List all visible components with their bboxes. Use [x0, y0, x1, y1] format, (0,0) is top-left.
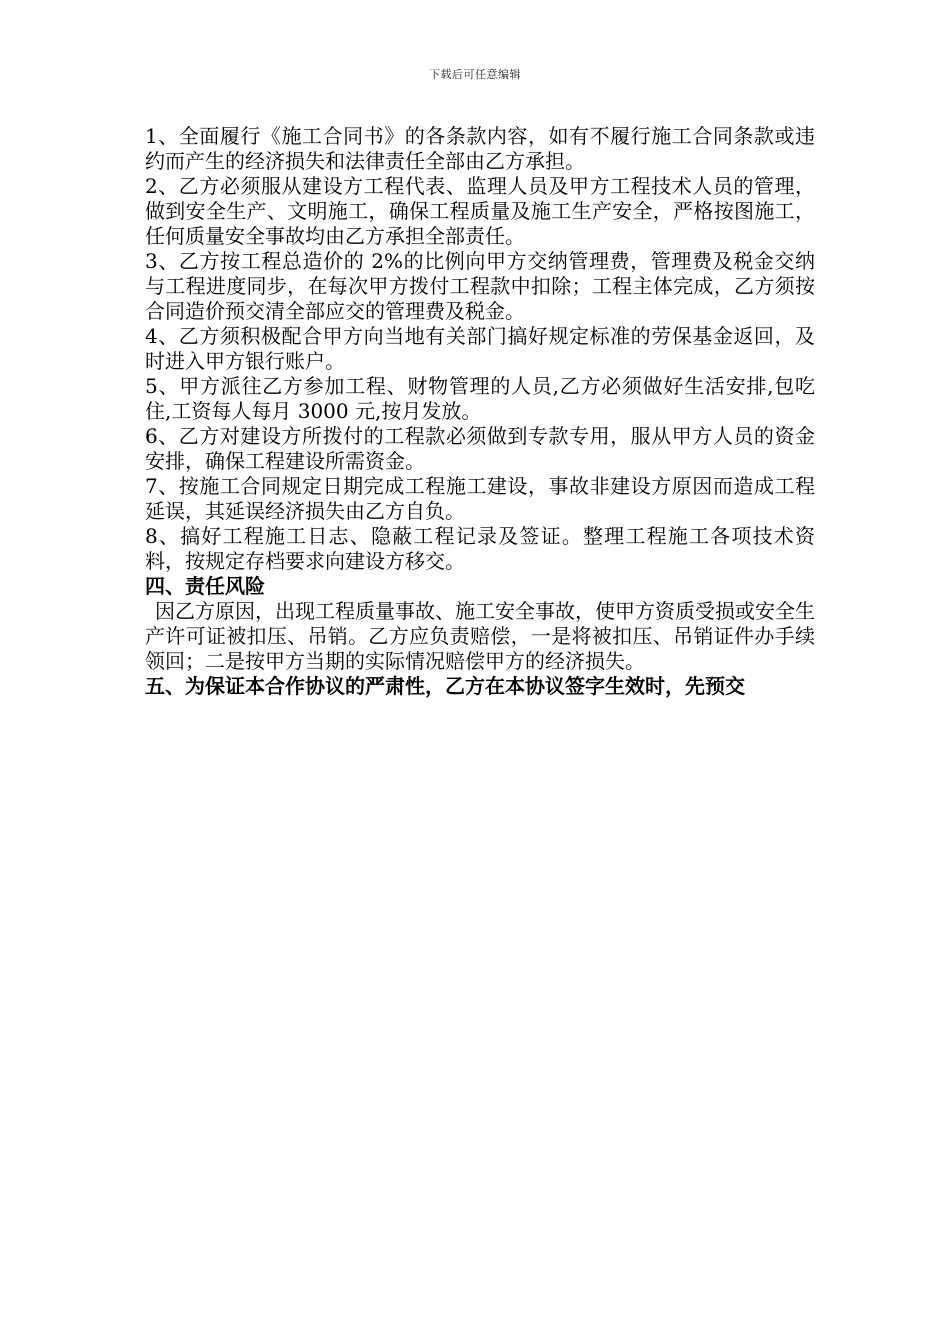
clause-5: 5、甲方派往乙方参加工程、财物管理的人员,乙方必须做好生活安排,包吃住,工资每人每月 3000 元,按月发放。 — [145, 374, 815, 423]
clause-4: 4、乙方须积极配合甲方向当地有关部门搞好规定标准的劳保基金返回，及时进入甲方银行账户。 — [145, 324, 815, 373]
section-4-heading: 四、责任风险 — [145, 574, 265, 598]
page-header: 下载后可任意编辑 — [429, 68, 521, 81]
section-5-heading: 五、为保证本合作协议的严肃性，乙方在本协议签字生效时，先预交 — [145, 674, 745, 698]
document-body — [145, 124, 815, 699]
clause-1: 1、全面履行《施工合同书》的各条款内容，如有不履行施工合同条款或违约而产生的经济损失和法律责任全部由乙方承担。 — [145, 124, 815, 173]
clause-6: 6、乙方对建设方所拨付的工程款必须做到专款专用，服从甲方人员的资金安排，确保工程建设所需资金。 — [145, 424, 815, 473]
clause-3: 3、乙方按工程总造价的 2%的比例向甲方交纳管理费，管理费及税金交纳与工程进度同步，在每次甲方拨付工程款中扣除；工程主体完成，乙方须按合同造价预交清全部应交的管理费及税金。 — [145, 249, 815, 323]
clause-8: 8、搞好工程施工日志、隐蔽工程记录及签证。整理工程施工各项技术资料，按规定存档要求向建设方移交。 — [145, 524, 815, 573]
clause-2: 2、乙方必须服从建设方工程代表、监理人员及甲方工程技术人员的管理，做到安全生产、文明施工，确保工程质量及施工生产安全，严格按图施工，任何质量安全事故均由乙方承担全部责任。 — [145, 174, 815, 248]
clause-7: 7、按施工合同规定日期完成工程施工建设，事故非建设方原因而造成工程延误，其延误经济损失由乙方自负。 — [145, 474, 815, 523]
section-4-body: 因乙方原因，出现工程质量事故、施工安全事故，使甲方资质受损或安全生产许可证被扣压、吊销。乙方应负责赔偿，一是将被扣压、吊销证件办手续领回；二是按甲方当期的实际情况赔偿甲方的经济损失。 — [145, 599, 815, 673]
